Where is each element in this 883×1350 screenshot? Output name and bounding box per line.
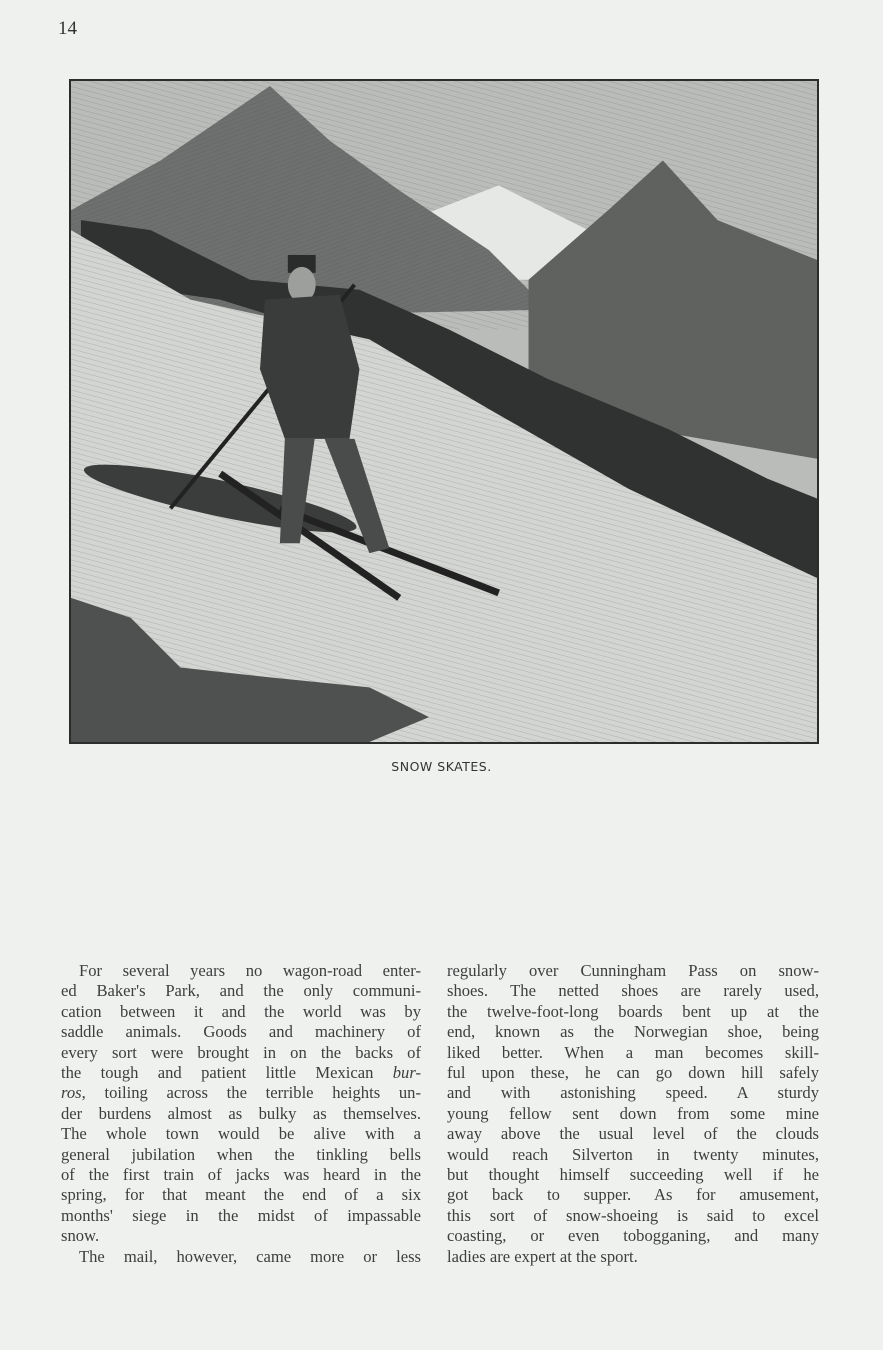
text-line: would reach Silverton in twenty minutes, (447, 1144, 819, 1164)
text-line: cation between it and the world was by (61, 1001, 421, 1021)
text-line: end, known as the Norwegian shoe, being (447, 1022, 819, 1042)
left-text-column (61, 961, 421, 1267)
text-line: The whole town would be alive with a (61, 1124, 421, 1144)
text-line: this sort of snow-shoeing is said to excel (447, 1205, 819, 1225)
text-line: saddle animals. Goods and machinery of (61, 1022, 421, 1042)
text-line: young fellow sent down from some mine (447, 1103, 819, 1123)
snow-skates-illustration (69, 79, 819, 744)
text-line (61, 1083, 421, 1103)
text-line: liked better. When a man becomes skill- (447, 1042, 819, 1062)
right-text-column (447, 961, 819, 1267)
text-line: ed Baker's Park, and the only communi- (61, 981, 421, 1001)
text-line (61, 1063, 421, 1083)
text-line: months' siege in the midst of impassable (61, 1205, 421, 1225)
text-line: of the first train of jacks was heard in the (61, 1165, 421, 1185)
text-line: away above the usual level of the clouds (447, 1124, 819, 1144)
text-line: and with astonishing speed. A sturdy (447, 1083, 819, 1103)
text-line: ful upon these, he can go down hill safely (447, 1063, 819, 1083)
text-line: der burdens almost as bulky as themselves. (61, 1103, 421, 1123)
page-number: 14 (58, 18, 77, 39)
text-line: snow. (61, 1226, 100, 1246)
text-line: regularly over Cunningham Pass on snow- (447, 961, 819, 980)
text-line: spring, for that meant the end of a six (61, 1185, 421, 1205)
text-segment: , toiling across the terrible heights un- (81, 1083, 421, 1103)
illustration-caption: SNOW SKATES. (391, 759, 492, 774)
text-line: For several years no wagon-road enter- (79, 961, 421, 980)
text-line: coasting, or even tobogganing, and many (447, 1226, 819, 1246)
text-line: every sort were brought in on the backs of (61, 1042, 421, 1062)
text-line: shoes. The netted shoes are rarely used, (447, 981, 819, 1001)
italic-word: bur- (392, 1063, 421, 1083)
text-line: the twelve-foot-long boards bent up at the (447, 1001, 819, 1021)
text-line: The mail, however, came more or less (79, 1246, 421, 1266)
text-line: got back to supper. As for amusement, (447, 1185, 819, 1205)
text-line: ladies are expert at the sport. (447, 1246, 638, 1266)
italic-word: ros (61, 1083, 82, 1103)
text-line: but thought himself succeeding well if he (447, 1165, 819, 1185)
text-segment: the tough and patient little Mexican (61, 1063, 393, 1083)
text-line: general jubilation when the tinkling bells (61, 1144, 421, 1164)
